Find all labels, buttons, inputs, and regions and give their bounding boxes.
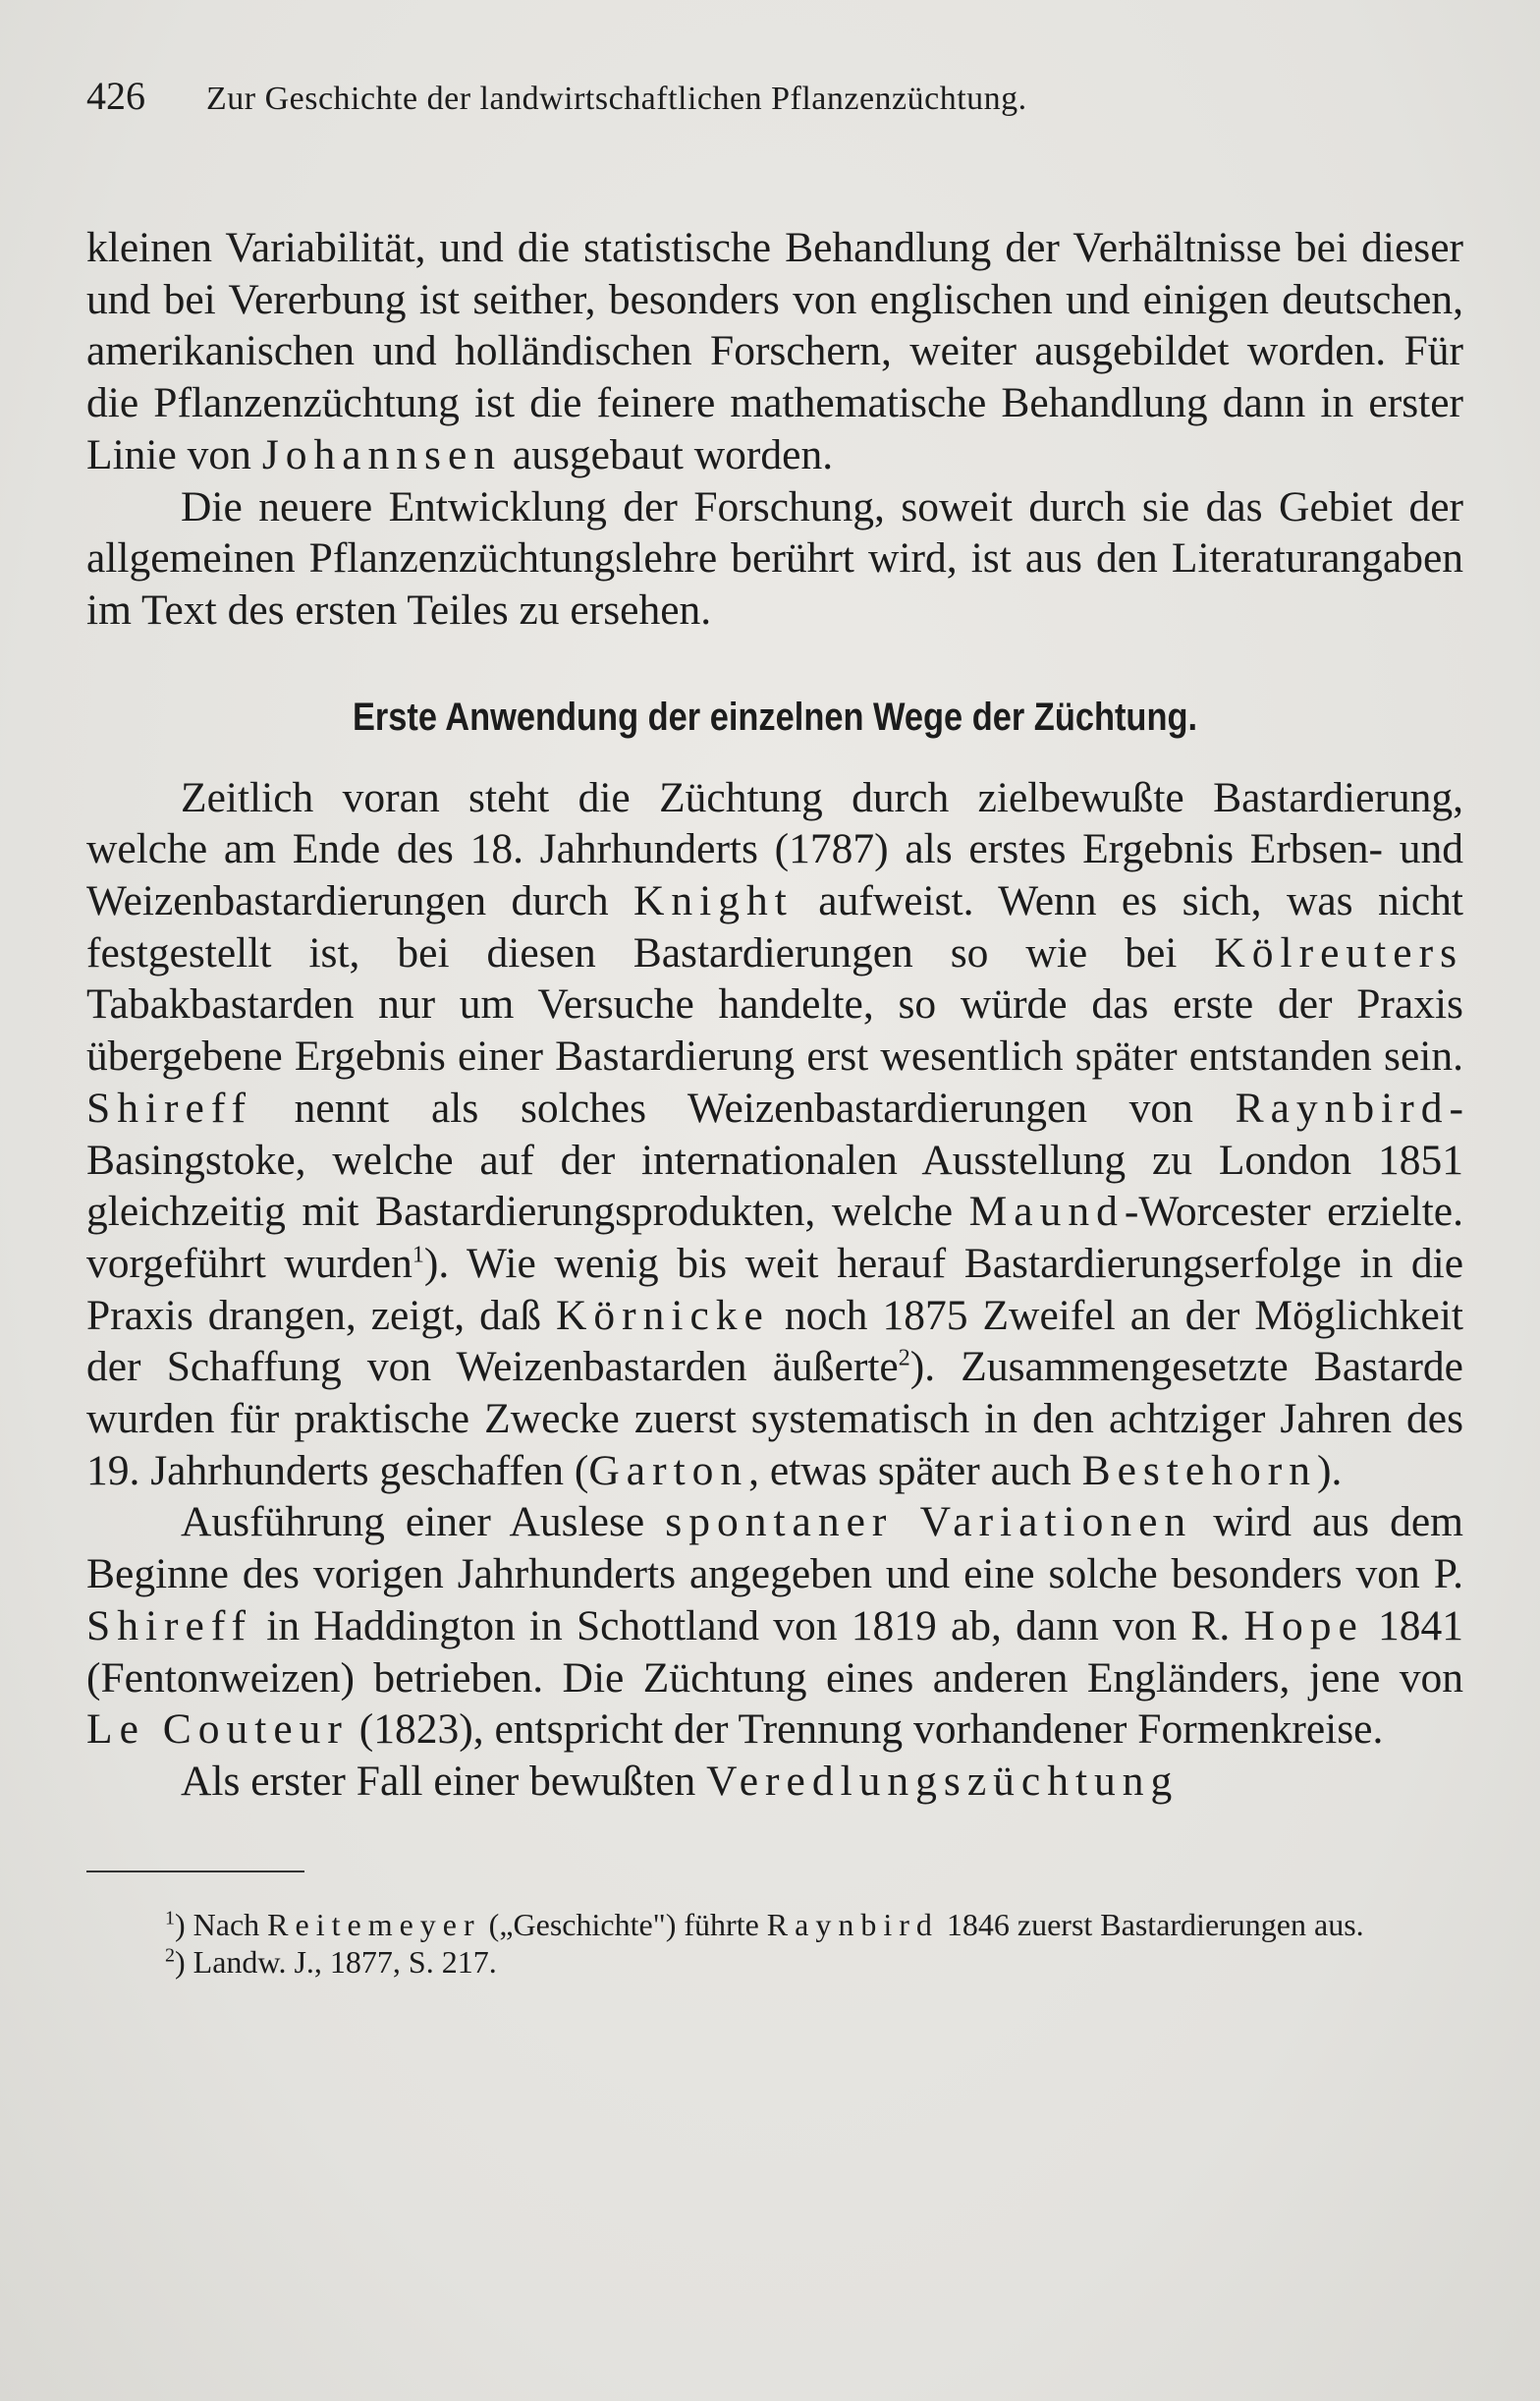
paragraph-3 [86,772,1463,1497]
footnote-2-mark: 2 [165,1944,175,1967]
paragraph-2 [86,481,1463,637]
name-koernicke: Körnicke [556,1291,770,1339]
name-johannsen: Johannsen [261,430,503,478]
running-title: Zur Geschichte der landwirtschaftlichen Pflanzenzüchtung. [206,81,1027,117]
footnote-1 [86,1906,1463,1943]
spaced-spontaner-variationen: spontaner Variationen [665,1498,1193,1546]
p4-text-2: wird aus dem Beginne des vorigen Jahrhunderts angegeben und eine solche besonders von P. [86,1498,1463,1598]
p4-text-4: 1841 (Fentonweizen) betrieben. Die Züchtung eines anderen Engländers, jene von [86,1601,1463,1702]
footnote-1-name-raynbird: Raynbird [766,1906,939,1942]
section-heading: Erste Anwendung der einzelnen Wege der Züchtung. [352,695,1198,739]
p4-text-3: in Haddington in Schottland von 1819 ab, dann von R. [252,1601,1244,1649]
p3-text-7: ). Wie wenig bis weit herauf Bastardierungserfolge in die Praxis drangen, zeigt, daß [86,1239,1464,1339]
page-header [86,61,1463,132]
p3-text-6: -Worcester erzielte. vorgeführt wurden [86,1188,1463,1287]
paragraph-5 [86,1756,1463,1808]
footnote-2-text: ) Landw. J., 1877, S. 217. [175,1943,497,1980]
paragraph-1-text: kleinen Variabilität, und die statistische Behandlung der Verhältnisse bei dieser und bei Vererbung ist seither, besonders von englischen und einigen deutschen, amerikanischen und holländischen Forschern, weiter ausgebildet worden. Für die Pflanzenzüchtung ist die feinere mathematische Behandlung dann in erster Linie von [86,224,1463,478]
name-maund: Maund [968,1188,1125,1236]
name-hope: Hope [1243,1601,1364,1649]
paragraph-1 [86,222,1463,481]
name-shireff-2: Shireff [86,1601,253,1649]
paragraph-4 [86,1496,1463,1756]
footnote-2 [86,1943,1463,1981]
footnote-1-text-2: („Geschichte") führte [480,1906,767,1942]
p3-text-11: ). [1316,1446,1343,1494]
p3-text-5: -Basingstoke, welche auf der internationalen Ausstellung zu London 1851 gleichzeitig mit Bastardierungsprodukten, welche [86,1084,1463,1236]
footnote-1-text-3: 1846 zuerst Bastardierungen aus. [938,1906,1364,1942]
paragraph-1-end: ausgebaut worden. [502,430,834,478]
name-knight: Knight [633,877,794,925]
name-garton: Garton [588,1446,749,1494]
name-le-couteur: Le Couteur [86,1705,349,1754]
spaced-veredlungszuechtung: Veredlungszüchtung [706,1757,1180,1805]
footnote-1-mark: 1 [165,1907,175,1929]
p3-text-3: Tabakbastarden nur um Versuche handelte, so würde das erste der Praxis übergebene Ergebnis einer Bastardierung erst wesentlich später entstanden sein. [86,980,1463,1081]
p3-text-8: noch 1875 Zweifel an der Möglichkeit der Schaffung von Weizenbastarden äußerte [86,1291,1463,1391]
p3-text-10: , etwas später auch [748,1446,1082,1494]
page-number: 426 [86,74,145,118]
name-raynbird: Raynbird [1235,1084,1450,1132]
footnote-1-text-1: ) Nach [175,1906,268,1942]
p4-text-5: (1823), entspricht der Trennung vorhandener Formenkreise. [348,1705,1384,1754]
p3-text-4: nennt als solches Weizenbastardierungen von [252,1084,1236,1132]
p3-text-9: ). Zusammengesetzte Bastarde wurden für praktische Zwecke zuerst systematisch in den achtziger Jahren des 19. Jahrhunderts geschaffen ( [86,1343,1463,1494]
footnote-ref-2[interactable]: 2 [898,1345,910,1371]
p4-text-1: Ausführung einer Auslese [181,1498,666,1546]
footnote-ref-1[interactable]: 1 [412,1242,424,1268]
name-bestehorn: Bestehorn [1081,1446,1317,1494]
p5-text-1: Als erster Fall einer bewußten [181,1757,707,1805]
footnote-divider [86,1871,304,1872]
paragraph-2-text: Die neuere Entwicklung der Forschung, soweit durch sie das Gebiet der allgemeinen Pflanzenzüchtungslehre berührt wird, ist aus den Literaturangaben im Text des ersten Teiles zu ersehen. [86,482,1463,634]
p3-text-2: aufweist. Wenn es sich, was nicht festgestellt ist, bei diesen Bastardierungen so wie bei [86,877,1463,977]
name-shireff: Shireff [86,1084,253,1132]
p3-text-1: Zeitlich voran steht die Züchtung durch zielbewußte Bastardierung, welche am Ende des 18. Jahrhunderts (1787) als erstes Ergebnis Erbsen- und Weizenbastardierungen durch [86,773,1463,925]
name-koelreuters: Kölreuters [1214,928,1463,977]
footnote-1-name-reitemeyer: Reitemeyer [267,1906,481,1942]
